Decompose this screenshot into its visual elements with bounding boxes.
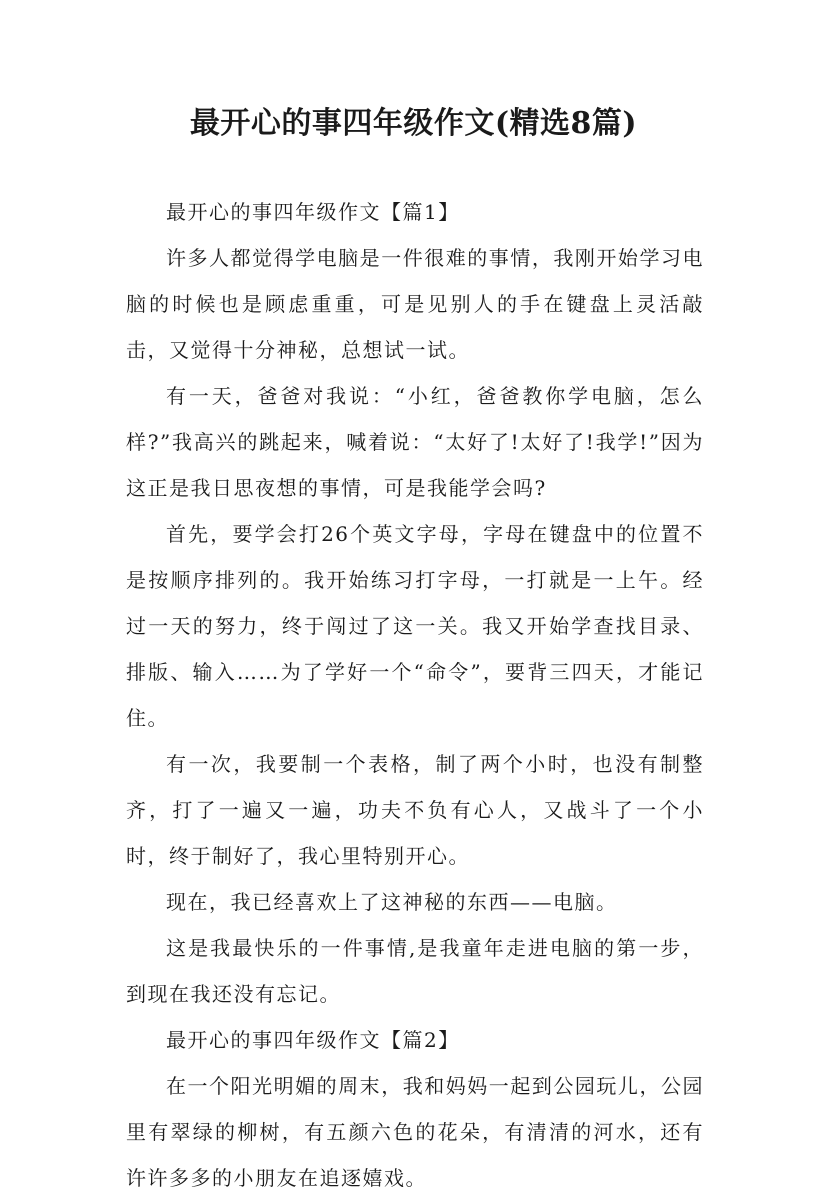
paragraph: 这是我最快乐的一件事情,是我童年走进电脑的第一步，到现在我还没有忘记。: [126, 936, 704, 1006]
paragraph: 许多人都觉得学电脑是一件很难的事情，我刚开始学习电脑的时候也是顾虑重重，可是见别人的手在键盘上灵活敲击，又觉得十分神秘，总想试一试。: [126, 246, 704, 362]
document-body: [126, 189, 704, 1201]
heading-part-2: 最开心的事四年级作文【篇2】: [166, 1028, 460, 1052]
paragraph: 在一个阳光明媚的周末，我和妈妈一起到公园玩儿，公园里有翠绿的柳树，有五颜六色的花朵，有清清的河水，还有许许多多的小朋友在追逐嬉戏。: [126, 1074, 704, 1190]
paragraph: 有一次，我要制一个表格，制了两个小时，也没有制整齐，打了一遍又一遍，功夫不负有心人，又战斗了一个小时，终于制好了，我心里特别开心。: [126, 752, 704, 868]
paragraph: 有一天，爸爸对我说：“小红，爸爸教你学电脑，怎么样?”我高兴的跳起来，喊着说：“太好了!太好了!我学!”因为这正是我日思夜想的事情，可是我能学会吗?: [126, 384, 704, 500]
paragraph: 现在，我已经喜欢上了这神秘的东西——电脑。: [166, 890, 618, 914]
document-title: 最开心的事四年级作文(精选8篇): [189, 106, 638, 141]
heading-part-1: 最开心的事四年级作文【篇1】: [166, 200, 460, 224]
paragraph: 首先，要学会打26个英文字母，字母在键盘中的位置不是按顺序排列的。我开始练习打字母，一打就是一上午。经过一天的努力，终于闯过了这一关。我又开始学查找目录、排版、输入……为了学好一个“命令”，要背三四天，才能记住。: [126, 522, 704, 730]
